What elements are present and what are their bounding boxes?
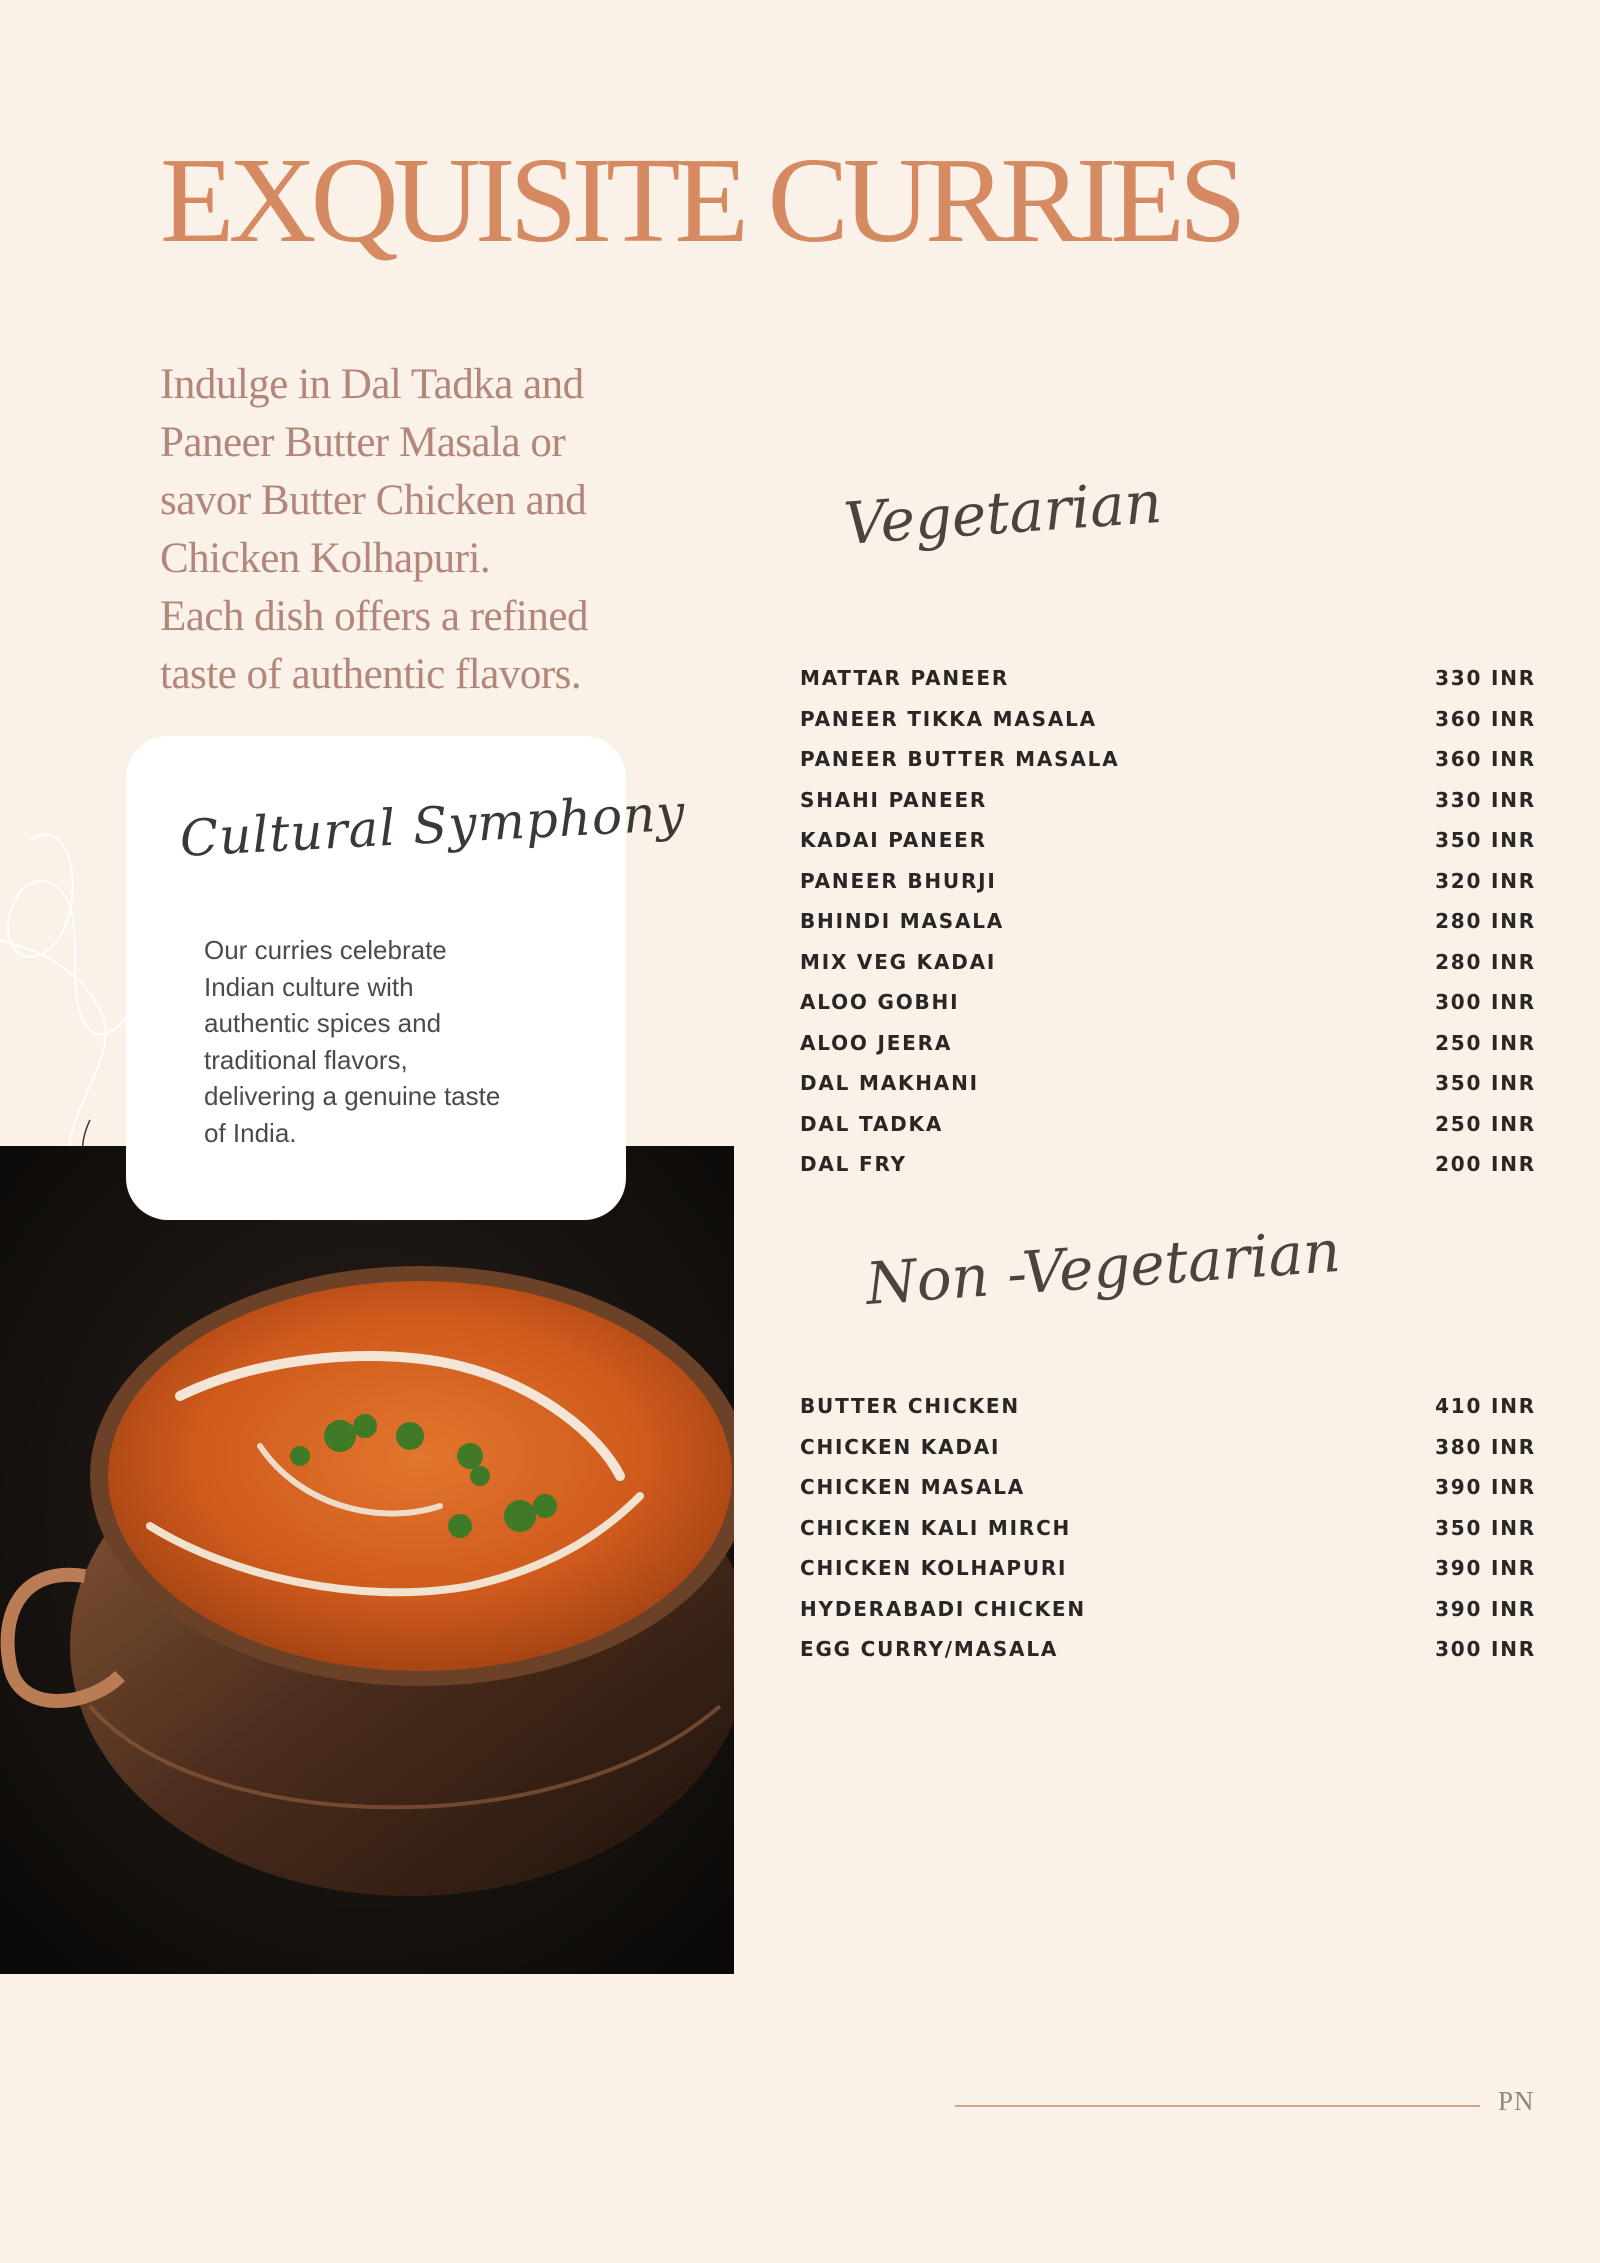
card-body-line: delivering a genuine taste [204, 1081, 501, 1111]
dish-price: 280 INR [1435, 949, 1536, 974]
dish-name: CHICKEN KALI MIRCH [800, 1515, 1072, 1540]
dish-price: 390 INR [1435, 1556, 1536, 1581]
card-script-title: Cultural Symphony [178, 783, 687, 868]
card-body-line: Our curries celebrate [204, 935, 447, 965]
footer-initials: PN [1498, 2086, 1535, 2116]
dish-price: 250 INR [1435, 1111, 1536, 1136]
dish-name: DAL TADKA [800, 1111, 944, 1136]
dish-name: CHICKEN KADAI [800, 1434, 1001, 1459]
dish-name: ALOO GOBHI [800, 990, 960, 1015]
menu-item [800, 820, 1536, 861]
cultural-symphony-card [130, 740, 687, 1216]
menu-item [800, 942, 1536, 983]
non-vegetarian-menu-list [800, 1386, 1536, 1670]
menu-item [800, 1508, 1536, 1549]
card-body-line: of India. [204, 1117, 297, 1148]
dish-price: 410 INR [1435, 1394, 1536, 1419]
dish-price: 390 INR [1435, 1596, 1536, 1621]
intro-line: Chicken Kolhapuri. [160, 535, 491, 582]
dish-name: KADAI PANEER [800, 828, 987, 853]
dish-price: 350 INR [1435, 1515, 1536, 1540]
menu-item [800, 1144, 1536, 1185]
dish-name: PANEER TIKKA MASALA [800, 706, 1097, 731]
dish-price: 360 INR [1435, 747, 1536, 772]
dish-price: 360 INR [1435, 706, 1536, 731]
intro-line: taste of authentic flavors. [160, 651, 582, 698]
dish-name: DAL FRY [800, 1152, 907, 1177]
dish-name: MIX VEG KADAI [800, 949, 997, 974]
card-body-line: Indian culture with [204, 971, 414, 1002]
dish-name: PANEER BUTTER MASALA [800, 747, 1120, 772]
menu-item [800, 1548, 1536, 1589]
dish-name: BUTTER CHICKEN [800, 1394, 1020, 1419]
dish-name: HYDERABADI CHICKEN [800, 1596, 1086, 1621]
curry-dish-image [0, 1146, 734, 1974]
dish-price: 280 INR [1435, 909, 1536, 934]
dish-name: BHINDI MASALA [800, 909, 1005, 934]
dish-price: 380 INR [1435, 1434, 1536, 1459]
dish-price: 300 INR [1435, 1637, 1536, 1662]
vegetarian-menu-list [800, 658, 1536, 1185]
dish-price: 350 INR [1435, 828, 1536, 853]
menu-item [800, 1427, 1536, 1468]
dish-price: 390 INR [1435, 1475, 1536, 1500]
page-title: EXQUISITE CURRIES [160, 133, 1241, 268]
dish-name: EGG CURRY/MASALA [800, 1637, 1059, 1662]
menu-item [800, 1467, 1536, 1508]
menu-item [800, 1386, 1536, 1427]
footer-divider [955, 2105, 1480, 2107]
dish-name: DAL MAKHANI [800, 1071, 979, 1096]
menu-item [800, 658, 1536, 699]
dish-price: 200 INR [1435, 1152, 1536, 1177]
dish-price: 330 INR [1435, 666, 1536, 691]
card-body-line: traditional flavors, [204, 1044, 408, 1075]
dish-name: CHICKEN MASALA [800, 1475, 1026, 1500]
menu-item [800, 1104, 1536, 1145]
menu-item [800, 1023, 1536, 1064]
vegetarian-heading: Vegetarian [841, 467, 1165, 558]
card-body-text [204, 932, 564, 1151]
menu-item [800, 699, 1536, 740]
intro-line: Paneer Butter Masala or [160, 419, 566, 466]
card-body-line: authentic spices and [204, 1008, 442, 1038]
dish-name: MATTAR PANEER [800, 666, 1010, 691]
menu-item [800, 861, 1536, 902]
curry-photo [0, 1146, 734, 1974]
dish-name: ALOO JEERA [800, 1030, 953, 1055]
menu-item [800, 1629, 1536, 1670]
dish-price: 250 INR [1435, 1030, 1536, 1055]
dish-price: 300 INR [1435, 990, 1536, 1015]
intro-paragraph [160, 356, 680, 704]
menu-item [800, 1589, 1536, 1630]
dish-name: CHICKEN KOLHAPURI [800, 1556, 1068, 1581]
menu-item [800, 1063, 1536, 1104]
dish-name: PANEER BHURJI [800, 868, 997, 893]
dish-name: SHAHI PANEER [800, 787, 988, 812]
dish-price: 350 INR [1435, 1071, 1536, 1096]
non-vegetarian-heading: Non -Vegetarian [863, 1216, 1343, 1318]
brush-edge-decoration [150, 1196, 570, 1226]
intro-line: savor Butter Chicken and [160, 477, 587, 524]
menu-item [800, 901, 1536, 942]
dish-price: 320 INR [1435, 868, 1536, 893]
intro-line: Indulge in Dal Tadka and [160, 361, 584, 408]
menu-item [800, 739, 1536, 780]
dish-price: 330 INR [1435, 787, 1536, 812]
menu-item [800, 780, 1536, 821]
menu-item [800, 982, 1536, 1023]
intro-line: Each dish offers a refined [160, 593, 588, 640]
